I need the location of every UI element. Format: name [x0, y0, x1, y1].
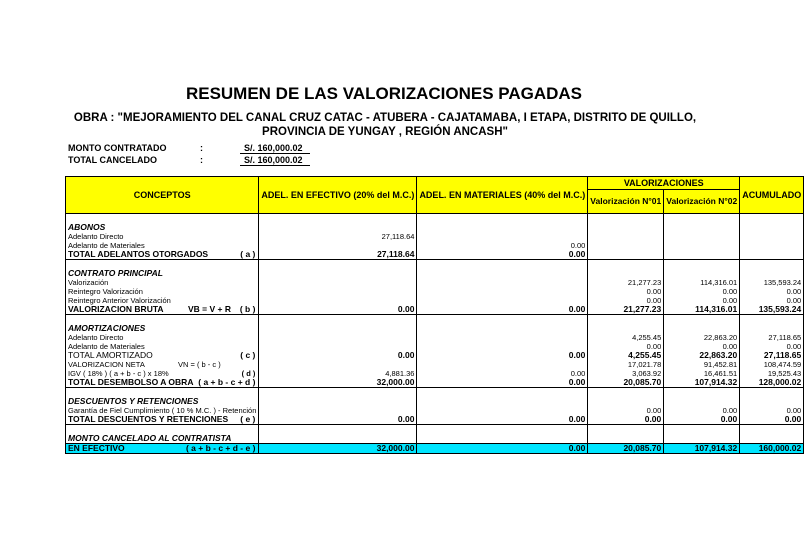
cell-v1: 4,255.45 — [588, 351, 664, 360]
row-label: IGV ( 18% ) ( a + b - c ) x 18% — [68, 369, 169, 378]
row-label: Adelanto Directo — [66, 333, 259, 342]
final-total-row — [66, 444, 804, 454]
section-abonos — [66, 223, 804, 232]
header-row-1 — [66, 177, 804, 190]
table-row — [66, 278, 804, 287]
row-label: TOTAL AMORTIZADO — [68, 350, 153, 360]
header-val2: Valorización N°02 — [664, 190, 740, 214]
total-underline — [240, 165, 310, 166]
row-label: TOTAL ADELANTOS OTORGADOS — [68, 249, 209, 259]
cell-acum: 27,118.65 — [740, 333, 804, 342]
row-label: VALORIZACION NETA — [68, 360, 145, 369]
total-row — [66, 305, 804, 315]
cell-materiales: 0.00 — [417, 415, 588, 425]
cell-v2: 0.00 — [664, 296, 740, 305]
section-contrato — [66, 269, 804, 278]
header-conceptos: CONCEPTOS — [66, 177, 259, 214]
page-title: RESUMEN DE LAS VALORIZACIONES PAGADAS — [185, 84, 583, 103]
cell-efectivo: 0.00 — [259, 415, 417, 425]
cell-materiales: 0.00 — [417, 305, 588, 315]
row-formula: VN = ( b - c ) — [178, 360, 221, 369]
row-label: Valorización — [66, 278, 259, 287]
cell-acum: 19,525.43 — [740, 369, 804, 378]
row-label: Adelanto Directo — [66, 232, 259, 241]
total-value: S/. 160,000.02 — [244, 155, 303, 165]
cell-v2: 16,461.51 — [664, 369, 740, 378]
cell-materiales: 0.00 — [417, 351, 588, 360]
cell-v1: 0.00 — [588, 342, 664, 351]
cell-materiales: 0.00 — [417, 250, 588, 260]
cell-acum: 0.00 — [740, 342, 804, 351]
cell-v1: 0.00 — [588, 406, 664, 415]
table-row — [66, 287, 804, 296]
table-row — [66, 296, 804, 305]
cell-efectivo: 32,000.00 — [259, 378, 417, 388]
total-colon: : — [200, 155, 203, 165]
total-row — [66, 415, 804, 425]
cell-v2: 91,452.81 — [664, 360, 740, 369]
cell-v1: 0.00 — [588, 287, 664, 296]
row-code: ( a + b - c + d - e ) — [185, 443, 256, 453]
row-label: EN EFECTIVO — [68, 443, 125, 453]
cell-acum: 135,593.24 — [740, 305, 804, 315]
row-code: ( a ) — [240, 249, 256, 259]
section-amortizaciones — [66, 324, 804, 333]
row-label: Adelanto de Materiales — [66, 241, 259, 250]
cell-acum: 0.00 — [740, 406, 804, 415]
monto-colon: : — [200, 143, 203, 153]
section-title: ABONOS — [66, 223, 259, 232]
cell-v2: 0.00 — [664, 406, 740, 415]
cell-efectivo: 27,118.64 — [259, 232, 417, 241]
cell-acum: 0.00 — [740, 415, 804, 425]
cell-acum: 0.00 — [740, 296, 804, 305]
row-label: TOTAL DESEMBOLSO A OBRA — [68, 377, 194, 387]
row-code: ( c ) — [240, 350, 256, 360]
cell-acum: 0.00 — [740, 287, 804, 296]
row-label: Garantía de Fiel Cumplimiento ( 10 % M.C. ) - Retención — [66, 406, 259, 415]
row-label: Reintegro Valorización — [66, 287, 259, 296]
monto-label: MONTO CONTRATADO — [68, 143, 167, 153]
row-label: Reintegro Anterior Valorización — [66, 296, 259, 305]
cell-materiales: 0.00 — [417, 378, 588, 388]
cell-acum: 160,000.02 — [740, 444, 804, 454]
section-title: MONTO CANCELADO AL CONTRATISTA — [66, 434, 259, 444]
section-title: DESCUENTOS Y RETENCIONES — [66, 397, 259, 406]
total-row — [66, 250, 804, 260]
cell-v2: 0.00 — [664, 415, 740, 425]
cell-materiales: 0.00 — [417, 444, 588, 454]
table-row — [66, 232, 804, 241]
cell-acum: 135,593.24 — [740, 278, 804, 287]
section-title: CONTRATO PRINCIPAL — [66, 269, 259, 278]
row-code: ( b ) — [239, 304, 256, 314]
project-title: OBRA : "MEJORAMIENTO DEL CANAL CRUZ CATAC - ATUBERA - CAJATAMABA, I ETAPA, DISTRITO DE QUILLO, PROVINCIA DE YUNGAY , REGIÓN ANCASH" — [73, 112, 697, 138]
header-valorizaciones: VALORIZACIONES — [588, 177, 740, 190]
row-label: VALORIZACION BRUTA — [68, 304, 164, 314]
valorizaciones-table — [65, 176, 804, 454]
cell-v1: 20,085.70 — [588, 444, 664, 454]
header-val1: Valorización N°01 — [588, 190, 664, 214]
row-formula: VB = V + R — [188, 304, 231, 314]
cell-v1: 3,063.92 — [588, 369, 664, 378]
cell-v2: 0.00 — [664, 287, 740, 296]
header-adel-efectivo: ADEL. EN EFECTIVO (20% del M.C.) — [259, 177, 417, 214]
total-label: TOTAL CANCELADO — [68, 155, 157, 165]
cell-v2: 107,914.32 — [664, 444, 740, 454]
cell-materiales: 0.00 — [417, 241, 588, 250]
cell-v1: 4,255.45 — [588, 333, 664, 342]
row-code: ( a + b - c + d ) — [198, 377, 256, 387]
total-row — [66, 378, 804, 388]
table-row — [66, 333, 804, 342]
monto-underline — [240, 153, 310, 154]
monto-value: S/. 160,000.02 — [244, 143, 303, 153]
table-row — [66, 351, 804, 360]
cell-v1: 21,277.23 — [588, 305, 664, 315]
cell-acum: 108,474.59 — [740, 360, 804, 369]
cell-v2: 0.00 — [664, 342, 740, 351]
header-acumulado: ACUMULADO — [740, 177, 804, 214]
cell-efectivo: 0.00 — [259, 351, 417, 360]
cell-efectivo: 32,000.00 — [259, 444, 417, 454]
section-cancelado — [66, 434, 804, 444]
row-code: ( d ) — [241, 369, 256, 378]
row-code: ( e ) — [240, 414, 256, 424]
cell-v2: 114,316.01 — [664, 278, 740, 287]
cell-v1: 17,021.78 — [588, 360, 664, 369]
section-title: AMORTIZACIONES — [66, 324, 259, 333]
cell-acum: 128,000.02 — [740, 378, 804, 388]
table-row — [66, 342, 804, 351]
cell-materiales: 0.00 — [417, 369, 588, 378]
header-adel-materiales: ADEL. EN MATERIALES (40% del M.C.) — [417, 177, 588, 214]
cell-v2: 22,863.20 — [664, 333, 740, 342]
row-label: Adelanto de Materiales — [66, 342, 259, 351]
cell-v1: 21,277.23 — [588, 278, 664, 287]
cell-v1: 0.00 — [588, 296, 664, 305]
cell-v2: 22,863.20 — [664, 351, 740, 360]
cell-efectivo: 0.00 — [259, 305, 417, 315]
section-descuentos — [66, 397, 804, 406]
cell-v2: 114,316.01 — [664, 305, 740, 315]
cell-acum: 27,118.65 — [740, 351, 804, 360]
cell-v2: 107,914.32 — [664, 378, 740, 388]
cell-v1: 20,085.70 — [588, 378, 664, 388]
row-label: TOTAL DESCUENTOS Y RETENCIONES — [68, 414, 229, 424]
cell-efectivo: 27,118.64 — [259, 250, 417, 260]
cell-v1: 0.00 — [588, 415, 664, 425]
table-row — [66, 360, 804, 369]
cell-efectivo: 4,881.36 — [259, 369, 417, 378]
